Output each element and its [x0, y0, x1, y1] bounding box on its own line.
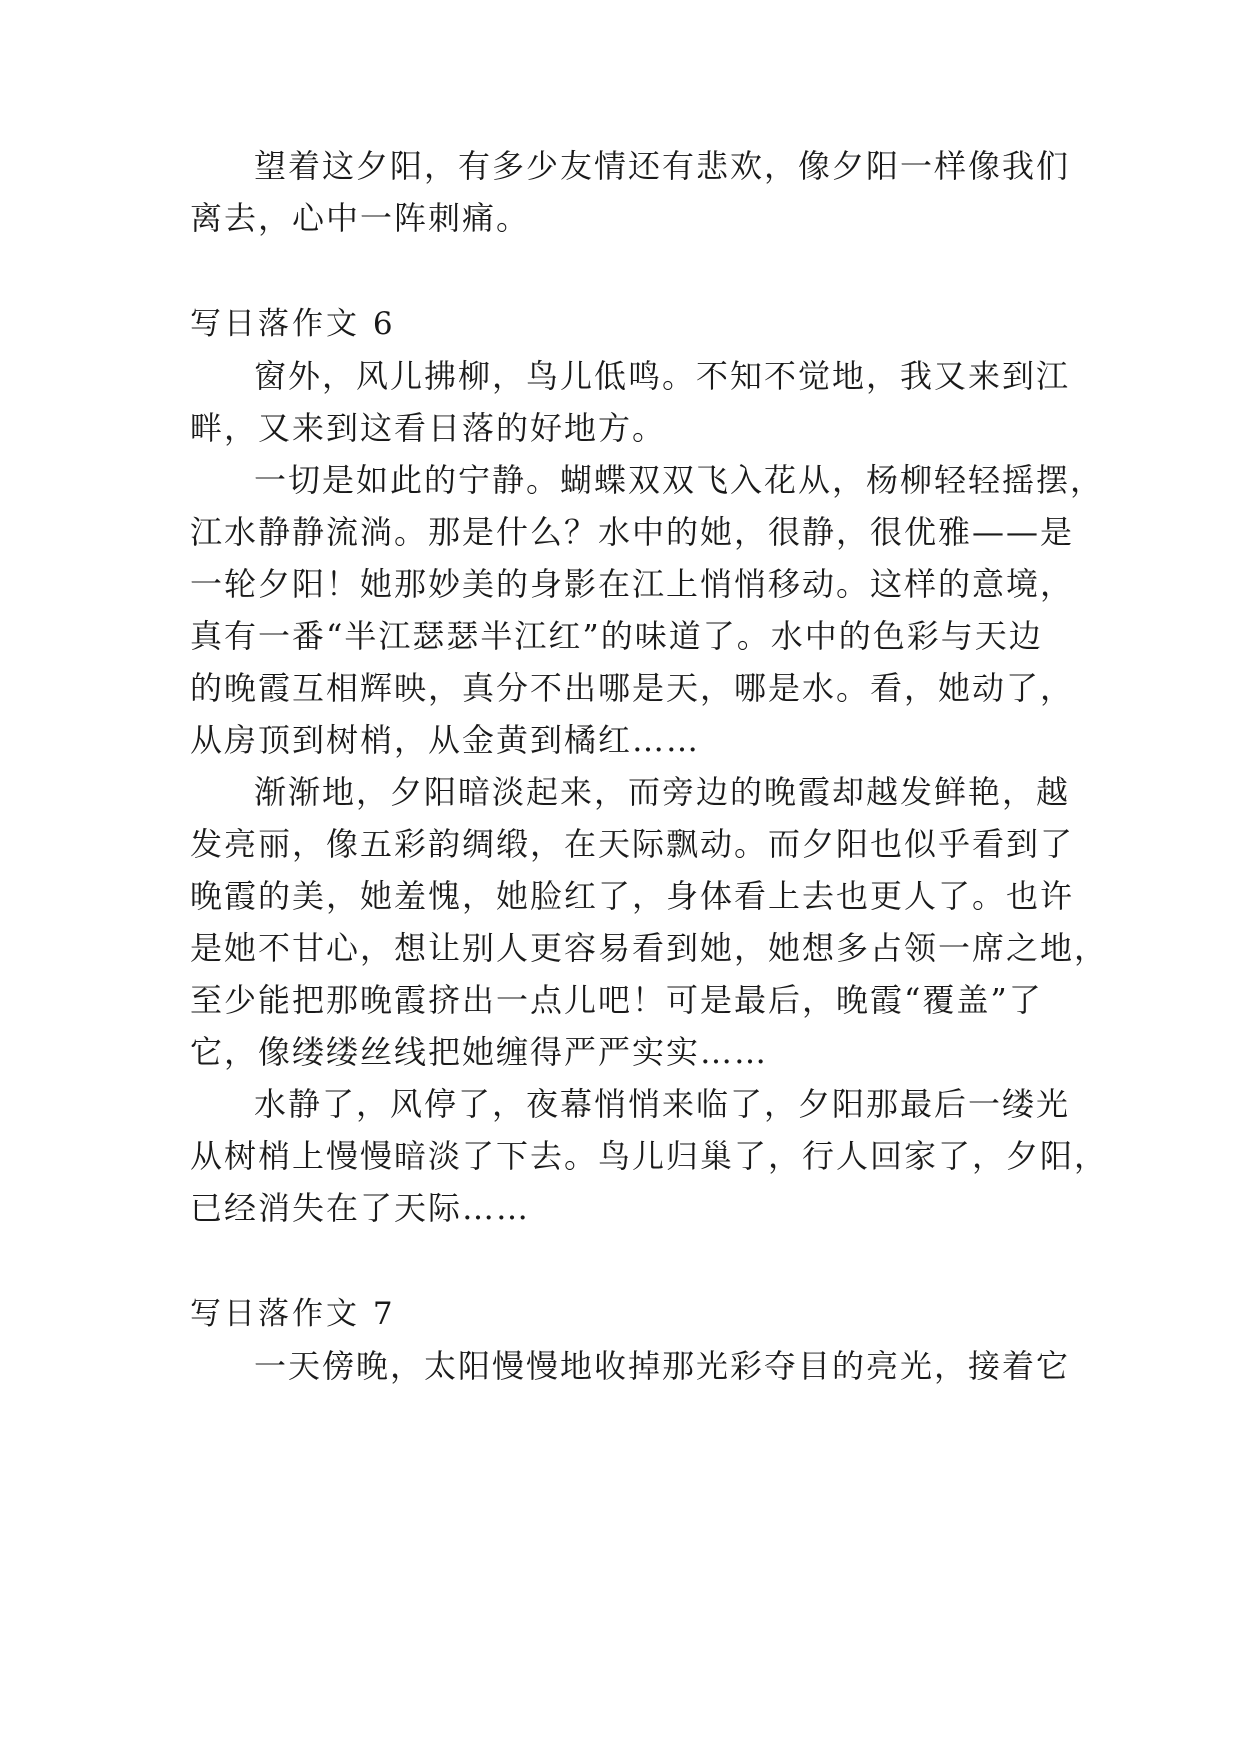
paragraph-line: 从房顶到树梢，从金黄到橘红……	[190, 721, 701, 759]
paragraph-line: 已经消失在了天际……	[190, 1189, 531, 1227]
paragraph-line: 望着这夕阳，有多少友情还有悲欢，像夕阳一样像我们	[254, 147, 1071, 185]
paragraph-line: 一轮夕阳！她那妙美的身影在江上悄悄移动。这样的意境，	[190, 565, 1075, 603]
paragraph-line: 从树梢上慢慢暗淡了下去。鸟儿归巢了，行人回家了，夕阳，	[190, 1137, 1109, 1175]
paragraph-line: 江水静静流淌。那是什么？水中的她，很静，很优雅——是	[190, 513, 1075, 551]
paragraph-line: 的晚霞互相辉映，真分不出哪是天，哪是水。看，她动了，	[190, 669, 1075, 707]
paragraph-line: 窗外，风儿拂柳，鸟儿低鸣。不知不觉地，我又来到江	[254, 357, 1071, 395]
paragraph-line: 是她不甘心，想让别人更容易看到她，她想多占领一席之地，	[190, 929, 1109, 967]
paragraph-line: 它，像缕缕丝线把她缠得严严实实……	[190, 1033, 769, 1071]
paragraph-line: 晚霞的美，她羞愧，她脸红了，身体看上去也更人了。也许	[190, 877, 1075, 915]
paragraph-line: 至少能把那晚霞挤出一点儿吧！可是最后，晚霞“覆盖”了	[190, 981, 1043, 1019]
paragraph-line: 畔，又来到这看日落的好地方。	[190, 409, 667, 447]
section-heading: 写日落作文 6	[190, 306, 396, 342]
paragraph-line: 发亮丽，像五彩韵绸缎，在天际飘动。而夕阳也似乎看到了	[190, 825, 1075, 863]
paragraph-line: 水静了，风停了，夜幕悄悄来临了，夕阳那最后一缕光	[254, 1085, 1071, 1123]
paragraph-line: 一切是如此的宁静。蝴蝶双双飞入花从，杨柳轻轻摇摆，	[254, 461, 1105, 499]
paragraph-line: 渐渐地，夕阳暗淡起来，而旁边的晚霞却越发鲜艳，越	[254, 773, 1071, 811]
section-heading: 写日落作文 7	[190, 1296, 396, 1332]
paragraph-line: 一天傍晚，太阳慢慢地收掉那光彩夺目的亮光，接着它	[254, 1347, 1071, 1385]
paragraph-line: 离去，心中一阵刺痛。	[190, 199, 531, 237]
paragraph-line: 真有一番“半江瑟瑟半江红”的味道了。水中的色彩与天边	[190, 617, 1043, 655]
